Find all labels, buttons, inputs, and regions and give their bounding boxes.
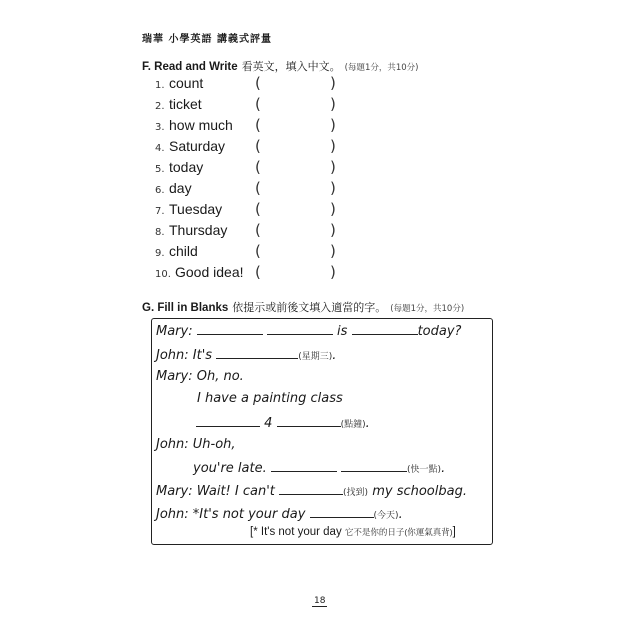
dialog-line-1 xyxy=(156,322,461,339)
vocab-word: count xyxy=(169,75,204,91)
answer-paren-close: ) xyxy=(330,95,336,113)
answer-paren-open[interactable]: ( xyxy=(255,242,261,260)
vocab-word: Tuesday xyxy=(169,201,223,217)
dialog-text: you're late. xyxy=(193,461,267,476)
answer-paren-close: ) xyxy=(330,200,336,218)
dialog-line-4 xyxy=(197,391,343,406)
answer-paren-open[interactable]: ( xyxy=(255,263,261,281)
dialog-text: . xyxy=(398,507,403,522)
vocab-word: day xyxy=(169,180,192,196)
item-number: 5. xyxy=(155,164,165,175)
page-number: 18 xyxy=(314,596,326,606)
footnote xyxy=(250,526,456,538)
dialog-line-9 xyxy=(156,505,403,522)
answer-blank[interactable] xyxy=(341,459,407,472)
item-number: 7. xyxy=(155,206,165,217)
speaker-mary: Mary: xyxy=(156,324,193,339)
answer-blank[interactable] xyxy=(279,482,343,495)
dialog-text: is xyxy=(337,324,348,339)
bracket: [ xyxy=(250,526,254,538)
page-header: 瑞華 小學英語 講義式評量 xyxy=(142,34,272,45)
dialog-text: . xyxy=(365,416,370,431)
dialog-line-3 xyxy=(156,369,244,384)
answer-paren-open[interactable]: ( xyxy=(255,158,261,176)
answer-paren-close: ) xyxy=(330,74,336,92)
answer-paren-close: ) xyxy=(330,137,336,155)
dialog-text: . xyxy=(441,461,446,476)
hint-text: (今天) xyxy=(373,511,399,521)
dialog-text: my schoolbag. xyxy=(372,484,467,499)
answer-paren-open[interactable]: ( xyxy=(255,137,261,155)
answer-blank[interactable] xyxy=(277,414,341,427)
item-number: 3. xyxy=(155,122,165,133)
answer-paren-close: ) xyxy=(330,242,336,260)
vocab-word: Thursday xyxy=(169,222,228,238)
vocab-word: today xyxy=(169,159,204,175)
answer-paren-close: ) xyxy=(330,179,336,197)
item-number: 1. xyxy=(155,80,165,91)
vocab-word: ticket xyxy=(169,96,202,112)
item-number: 8. xyxy=(155,227,165,238)
dialog-text: I have a painting class xyxy=(197,391,343,406)
item-number: 9. xyxy=(155,248,165,259)
dialog-text: John: It's xyxy=(156,348,213,363)
section-g-heading: G. Fill in Blanks xyxy=(142,302,229,314)
dialog-line-8 xyxy=(156,482,467,499)
section-f-instruction: 看英文，填入中文。 xyxy=(241,60,341,73)
answer-paren-open[interactable]: ( xyxy=(255,74,261,92)
section-g-title xyxy=(142,299,464,315)
dialog-text: . xyxy=(332,348,337,363)
section-g-points: (每題1分，共10分) xyxy=(390,304,465,314)
vocab-word: Saturday xyxy=(169,138,226,154)
dialog-text: John: Uh-oh, xyxy=(156,437,236,452)
answer-paren-open[interactable]: ( xyxy=(255,179,261,197)
answer-blank[interactable] xyxy=(271,459,337,472)
footnote-chinese: 它不是你的日子(你運氣真背) xyxy=(344,527,453,537)
item-number: 2. xyxy=(155,101,165,112)
dialog-text: today? xyxy=(417,324,462,339)
item-number: 6. xyxy=(155,185,165,196)
hint-text: (快一點) xyxy=(407,465,442,475)
section-f-points: (每題1分，共10分) xyxy=(344,63,419,73)
answer-blank[interactable] xyxy=(196,414,260,427)
section-f-heading: F. Read and Write xyxy=(142,61,238,73)
section-f-title xyxy=(142,58,419,74)
answer-blank[interactable] xyxy=(216,346,298,359)
section-g-instruction: 依提示或前後文填入適當的字。 xyxy=(232,301,387,314)
answer-paren-open[interactable]: ( xyxy=(255,116,261,134)
answer-blank[interactable] xyxy=(352,322,418,335)
answer-paren-close: ) xyxy=(330,221,336,239)
dialog-line-6 xyxy=(156,437,236,452)
hint-text: (星期三) xyxy=(298,352,333,362)
dialog-line-7 xyxy=(193,459,445,476)
hint-text: (點鐘) xyxy=(340,420,366,430)
answer-paren-open[interactable]: ( xyxy=(255,221,261,239)
bracket: ] xyxy=(452,526,456,538)
dialog-line-2 xyxy=(156,346,336,363)
answer-paren-close: ) xyxy=(330,158,336,176)
vocab-word: how much xyxy=(169,117,233,133)
dialog-line-5 xyxy=(196,414,370,431)
answer-blank[interactable] xyxy=(310,505,374,518)
answer-blank[interactable] xyxy=(267,322,333,335)
answer-blank[interactable] xyxy=(197,322,263,335)
footnote-english: * It's not your day xyxy=(253,526,342,538)
vocab-word: child xyxy=(169,243,198,259)
answer-paren-open[interactable]: ( xyxy=(255,95,261,113)
item-number: 4. xyxy=(155,143,165,154)
answer-paren-open[interactable]: ( xyxy=(255,200,261,218)
item-number: 10. xyxy=(155,269,171,280)
dialog-text: John: *It's not your day xyxy=(156,507,306,522)
dialog-text: 4 xyxy=(264,416,273,431)
dialog-text: Mary: Oh, no. xyxy=(156,369,244,384)
hint-text: (找到) xyxy=(343,488,369,498)
dialog-text: Mary: Wait! I can't xyxy=(156,484,275,499)
vocab-word: Good idea! xyxy=(175,264,244,280)
answer-paren-close: ) xyxy=(330,263,336,281)
answer-paren-close: ) xyxy=(330,116,336,134)
